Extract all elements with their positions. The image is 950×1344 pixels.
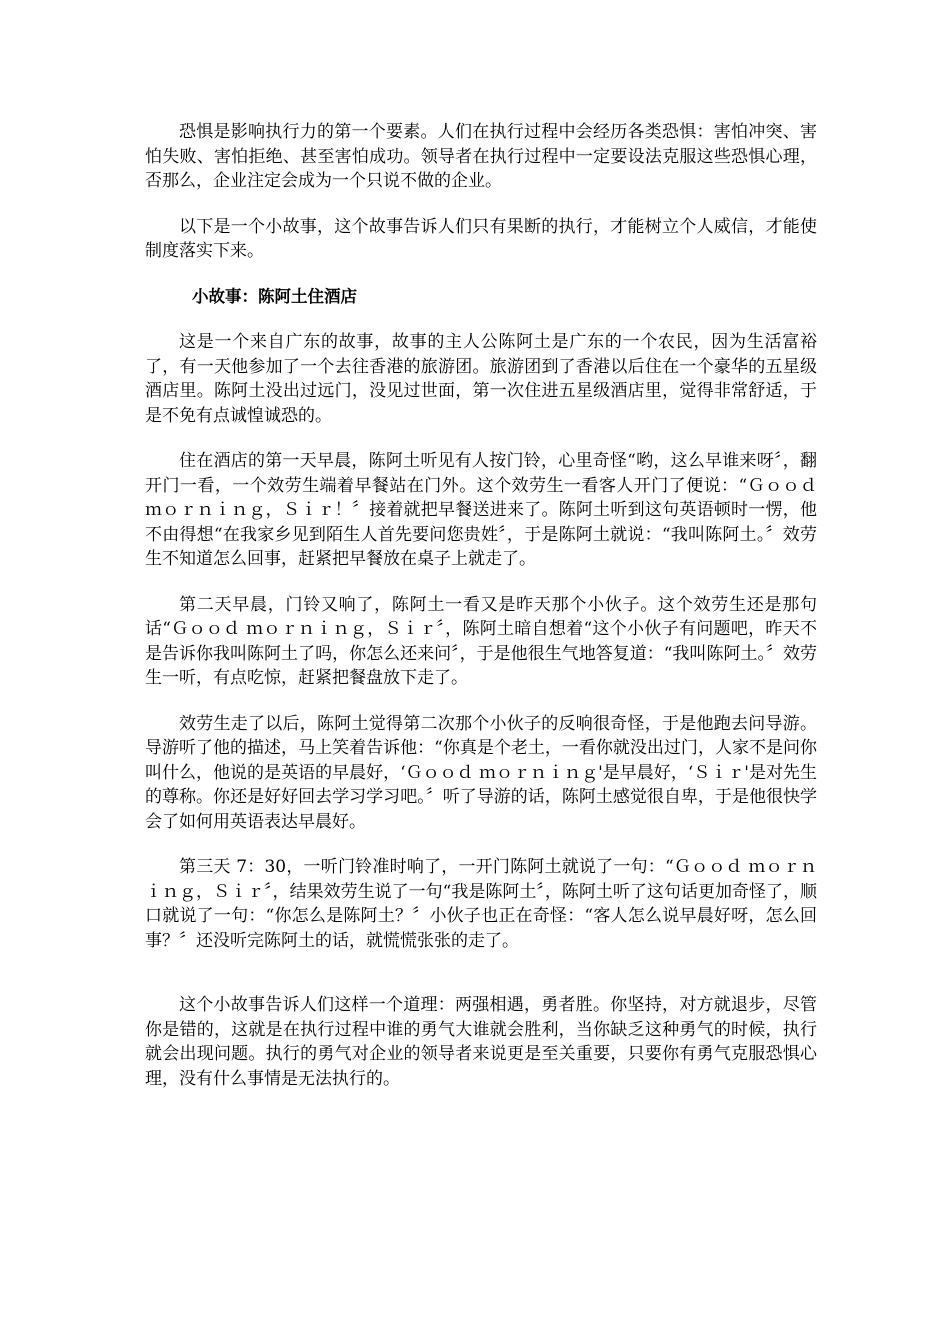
story-paragraph-3: 第二天早晨，门铃又响了，陈阿土一看又是昨天那个小伙子。这个效劳生还是那句话“Ｇｏｏｄ ｍｏｒｎｉｎｇ，Ｓｉｒ〞，陈阿土暗自想着“这个小伙子有问题吧，昨天不是告诉你我叫陈阿土了吗，你怎么还来问〞，于是他很生气地答复道：“我叫陈阿土。〞效劳生一听，有点吃惊，赶紧把餐盘放下走了。 (145, 594, 817, 688)
story-title: 小故事：陈阿土住酒店 (192, 286, 357, 306)
document-page (145, 120, 817, 1112)
story-paragraph-1: 这是一个来自广东的故事，故事的主人公陈阿土是广东的一个农民，因为生活富裕了，有一天他参加了一个去往香港的旅游团。旅游团到了香港以后住在一个豪华的五星级酒店里。陈阿土没出过远门，没见过世面，第一次住进五星级酒店里，觉得非常舒适，于是不免有点诚惶诚恐的。 (145, 332, 817, 426)
story-paragraph-4: 效劳生走了以后，陈阿土觉得第二次那个小伙子的反响很奇怪，于是他跑去问导游。导游听了他的描述，马上笑着告诉他：“你真是个老土，一看你就没出过门，人家不是问你叫什么，他说的是英语的早晨好，‘Ｇｏｏｄ ｍｏｒｎｉｎｇ'是早晨好，‘Ｓｉｒ'是对先生的尊称。你还是好好回去学习学习吧。〞听了导游的话，陈阿土感觉很自卑，于是他很快学会了如何用英语表达早晨好。 (145, 713, 817, 832)
intro-paragraph-fear: 恐惧是影响执行力的第一个要素。人们在执行过程中会经历各类恐惧：害怕冲突、害怕失败、害怕拒绝、甚至害怕成功。领导者在执行过程中一定要设法克服这些恐惧心理，否那么，企业注定会成为一个只说不做的企业。 (145, 122, 817, 191)
story-paragraph-2: 住在酒店的第一天早晨，陈阿土听见有人按门铃，心里奇怪“哟，这么早谁来呀〞，翻开门一看，一个效劳生端着早餐站在门外。这个效劳生一看客人开门了便说：“Ｇｏｏｄ ｍｏｒｎｉｎｇ，Ｓｉｒ！〞接着就把早餐送进来了。陈阿土听到这句英语顿时一愣，他不由得想“在我家乡见到陌生人首先要问您贵姓〞，于是陈阿土就说：“我叫陈阿土。〞效劳生不知道怎么回事，赶紧把早餐放在桌子上就走了。 (145, 451, 817, 569)
conclusion-paragraph: 这个小故事告诉人们这样一个道理：两强相遇，勇者胜。你坚持，对方就退步，尽管你是错的，这就是在执行过程中谁的勇气大谁就会胜利，当你缺乏这种勇气的时候，执行就会出现问题。执行的勇气对企业的领导者来说更是至关重要，只要你有勇气克服恐惧心理，没有什么事情是无法执行的。 (145, 995, 817, 1089)
story-paragraph-5: 第三天 7：30，一听门铃准时响了，一开门陈阿土就说了一句：“Ｇｏｏｄ ｍｏｒｎｉｎｇ，Ｓｉｒ〞，结果效劳生说了一句“我是陈阿土〞，陈阿土听了这句话更加奇怪了，顺口就说了一句：“你怎么是陈阿土？〞小伙子也正在奇怪：“客人怎么说早晨好呀，怎么回事？〞还没听完陈阿土的话，就慌慌张张的走了。 (145, 857, 817, 951)
intro-paragraph-story: 以下是一个小故事，这个故事告诉人们只有果断的执行，才能树立个人威信，才能使制度落实下来。 (145, 216, 817, 261)
